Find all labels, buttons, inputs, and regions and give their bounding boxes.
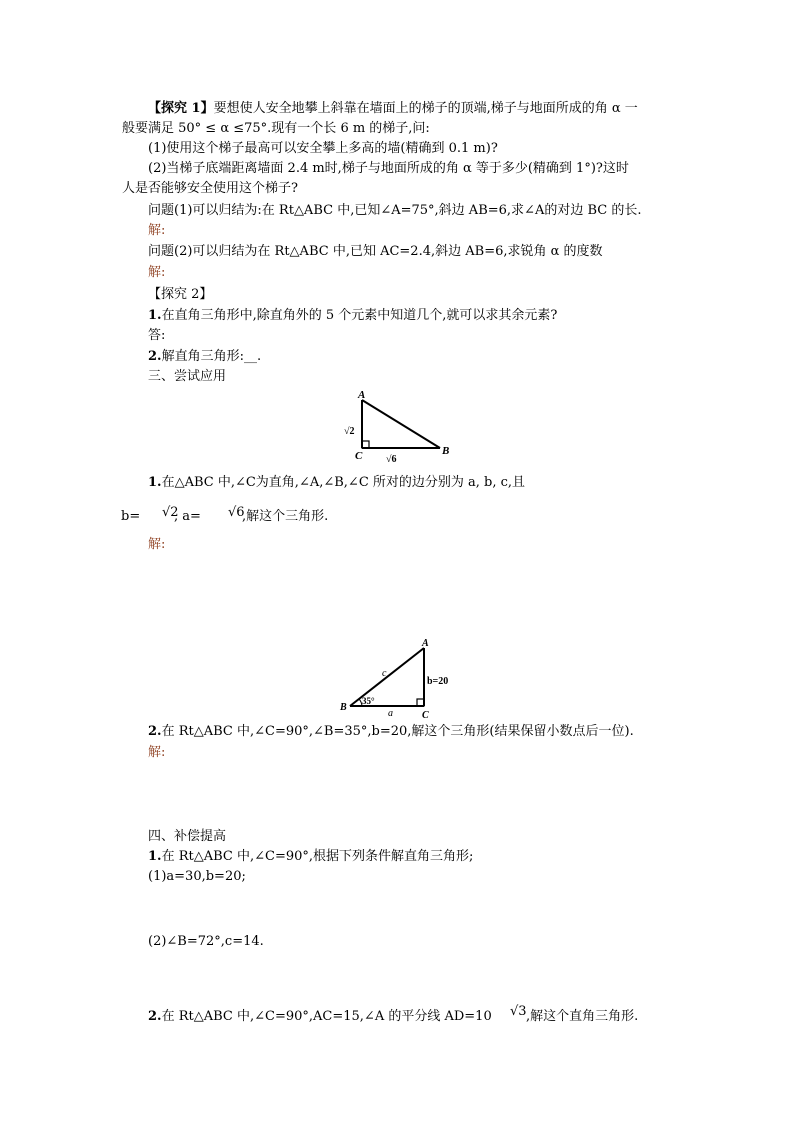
explore1-problem1: 问题(1)可以归结为:在 Rt△ABC 中,已知∠A=75°,斜边 AB=6,求∠A的对边 BC 的长.: [148, 203, 642, 218]
fig1-label-b: B: [442, 445, 450, 457]
figure-triangle-1: [336, 388, 466, 468]
section4-p1-text: 在 Rt△ABC 中,∠C=90°,根据下列条件解直角三角形;: [161, 849, 474, 864]
section4-p2-number: 2.: [148, 1009, 162, 1024]
fig2-label-side-c: c: [382, 668, 387, 679]
explore1-tag: 【探究 1】: [148, 101, 214, 116]
section3-ex1-answer: 解:: [148, 537, 166, 552]
section3-heading: 三、尝试应用: [148, 369, 227, 384]
fig1-label-bottom: √6: [386, 454, 397, 465]
fig2-label-a: A: [422, 638, 429, 649]
explore1-answer1: 解:: [148, 223, 166, 238]
explore1-question2: (2)当梯子底端距离墙面 2.4 m时,梯子与地面所成的角 α 等于多少(精确到 1°)?这时: [148, 161, 629, 176]
section4-p2-text: 在 Rt△ABC 中,∠C=90°,AC=15,∠A 的平分线 AD=10: [161, 1009, 492, 1024]
explore1-line2: 般要满足 50° ≤ α ≤75°.现有一个长 6 m 的梯子,问:: [122, 121, 430, 136]
explore2-q2-number: 2.: [148, 349, 162, 364]
ex1-text: 在△ABC 中,∠C为直角,∠A,∠B,∠C 所对的边分别为 a, b, c,且: [161, 475, 526, 490]
section4-heading: 四、补偿提高: [148, 829, 227, 844]
fig2-label-angle: 35°: [362, 696, 375, 706]
fig2-label-b: B: [340, 702, 347, 713]
section4-problem1-b: (2)∠B=72°,c=14.: [148, 934, 264, 949]
explore1-answer2: 解:: [148, 265, 166, 280]
explore2-question1: [148, 308, 557, 324]
section3-ex1-end: ,解这个三角形.: [242, 509, 329, 524]
fig1-label-c: C: [355, 450, 363, 462]
explore1-question2-cont: 人是否能够安全使用这个梯子?: [122, 181, 298, 196]
section4-problem1-a: (1)a=30,b=20;: [148, 869, 246, 884]
section4-problem2: [148, 1009, 492, 1025]
section4-problem1: [148, 849, 473, 865]
section3-ex1-line1: [148, 475, 525, 491]
section4-problem2-sqrt3: √3: [510, 1004, 527, 1019]
ex2-number: 2.: [148, 724, 162, 739]
fig2-right-angle-mark: [417, 699, 424, 706]
explore1-problem2: 问题(2)可以归结为在 Rt△ABC 中,已知 AC=2.4,斜边 AB=6,求锐角 α 的度数: [148, 244, 603, 259]
section4-problem2-end: ,解这个直角三角形.: [526, 1009, 639, 1024]
fig2-label-c: C: [422, 710, 429, 720]
section4-p1-number: 1.: [148, 849, 162, 864]
explore2-q1-text: 在直角三角形中,除直角外的 5 个元素中知道几个,就可以求其余元素?: [161, 308, 558, 323]
explore1-text1: 要想使人安全地攀上斜靠在墙面上的梯子的顶端,梯子与地面所成的角 α 一: [213, 101, 638, 116]
explore1-line1: [148, 101, 638, 117]
fig1-label-a: A: [358, 389, 366, 401]
explore2-q2-text: 解直角三角形:__.: [161, 349, 262, 364]
explore2-q1-number: 1.: [148, 308, 162, 323]
section3-ex1-sqrt6: √6: [228, 505, 245, 520]
fig1-label-left: √2: [344, 426, 355, 437]
ex2-text: 在 Rt△ABC 中,∠C=90°,∠B=35°,b=20,解这个三角形(结果保留小数点后一位).: [161, 724, 634, 739]
figure-triangle-2: [336, 636, 466, 720]
explore1-question1: (1)使用这个梯子最高可以安全攀上多高的墙(精确到 0.1 m)?: [148, 141, 498, 156]
fig2-label-side-b: b=20: [427, 676, 449, 687]
fig1-side-ab: [362, 400, 440, 448]
section3-ex1-b: b=: [121, 509, 141, 524]
section3-ex1-a: , a=: [174, 509, 201, 524]
explore2-question2: [148, 349, 261, 365]
section3-ex1-sqrt2: √2: [162, 505, 179, 520]
section3-ex2-answer: 解:: [148, 745, 166, 760]
section3-ex2: [148, 724, 634, 740]
fig2-label-side-a: a: [388, 708, 393, 719]
explore2-answer: 答:: [148, 328, 166, 343]
explore2-tag: 【探究 2】: [148, 287, 213, 302]
ex1-number: 1.: [148, 475, 162, 490]
fig1-right-angle-mark: [362, 441, 369, 448]
